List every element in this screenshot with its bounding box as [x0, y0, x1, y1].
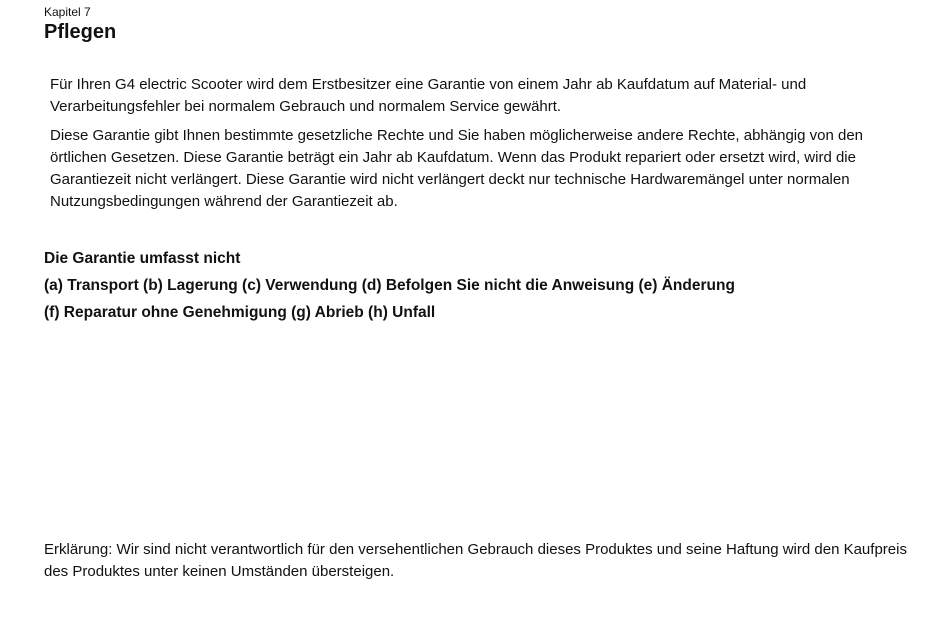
- exclusions-line-2: (f) Reparatur ohne Genehmigung (g) Abrieb (h) Unfall: [44, 304, 436, 321]
- page-title: Pflegen: [44, 21, 117, 43]
- exclusions-line-1: (a) Transport (b) Lagerung (c) Verwendung (d) Befolgen Sie nicht die Anweisung (e) Änderung: [44, 277, 735, 294]
- warranty-paragraph-2: Diese Garantie gibt Ihnen bestimmte gesetzliche Rechte und Sie haben möglicherweise andere Rechte, abhängig von den örtlichen Gesetzen. Diese Garantie beträgt ein Jahr ab Kaufdatum. Wenn das Produkt repariert oder ersetzt wird, wird die Garantiezeit nicht verlängert. Diese Garantie wird nicht verlängert deckt nur technische Hardwaremängel unter normalen Nutzungsbedingungen während der Garantiezeit ab.: [50, 127, 864, 210]
- exclusions-heading: Die Garantie umfasst nicht: [44, 250, 241, 267]
- chapter-label: Kapitel 7: [44, 5, 91, 19]
- disclaimer-text: Erklärung: Wir sind nicht verantwortlich für den versehentlichen Gebrauch dieses Produktes und seine Haftung wird den Kaufpreis des Produktes unter keinen Umständen übersteigen.: [44, 541, 907, 580]
- warranty-paragraph-1: Für Ihren G4 electric Scooter wird dem Erstbesitzer eine Garantie von einem Jahr ab Kaufdatum auf Material- und Verarbeitungsfehler bei normalem Gebrauch und normalem Service gewährt.: [50, 76, 807, 115]
